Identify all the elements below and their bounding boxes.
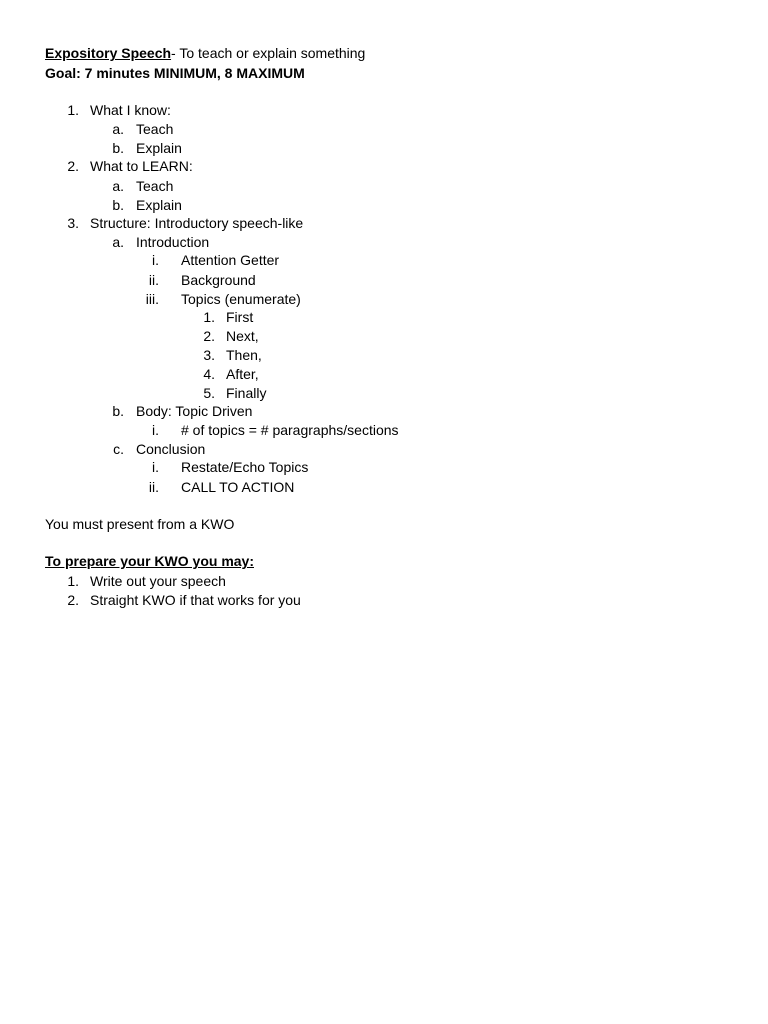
list-item-text: What I know: [90,102,171,118]
list-marker: a. [112,234,124,250]
list-marker: a. [112,178,124,194]
list-marker: i. [152,459,159,475]
outline-item [0,196,768,215]
outline-item [0,177,768,196]
outline-item [0,139,768,158]
title-description: - To teach or explain something [171,45,366,61]
list-item-text: Restate/Echo Topics [181,459,309,475]
kwo-note: You must present from a KWO [45,516,235,532]
list-item-text: Body: Topic Driven [136,403,253,419]
list-item-text: After, [226,366,259,382]
list-item-text: Explain [136,140,182,156]
document-title: Expository Speech [45,45,172,61]
outline-item [0,214,768,233]
outline-item [0,157,768,176]
goal-line [0,64,768,83]
list-marker: 2. [67,592,79,608]
list-item-text: First [226,309,254,325]
list-marker: i. [152,422,159,438]
list-item-text: What to LEARN: [90,158,193,174]
outline-item [0,120,768,139]
list-marker: b. [112,197,124,213]
outline-item [0,458,768,477]
outline-item [0,101,768,120]
prepare-heading: To prepare your KWO you may: [45,553,254,569]
outline-item [0,440,768,459]
list-item-text: Finally [226,385,267,401]
list-marker: 1. [67,102,79,118]
list-item-text: Structure: Introductory speech-like [90,215,304,231]
list-item-text: Conclusion [136,441,206,457]
list-item-text: CALL TO ACTION [181,479,295,495]
list-item-text: Then, [226,347,262,363]
list-marker: 1. [203,309,215,325]
outline-item [0,327,768,346]
list-item-text: # of topics = # paragraphs/sections [181,422,399,438]
list-marker: b. [112,140,124,156]
list-item-text: Straight KWO if that works for you [90,592,301,608]
prepare-item [0,572,768,591]
list-item-text: Background [181,272,256,288]
list-item-text: Next, [226,328,259,344]
list-item-text: Teach [136,178,174,194]
outline-item [0,251,768,270]
outline-item [0,421,768,440]
list-marker: 2. [67,158,79,174]
list-marker: ii. [148,479,159,495]
list-marker: iii. [145,291,159,307]
list-marker: 3. [67,215,79,231]
prepare-heading-line [0,552,768,571]
outline-item [0,290,768,309]
outline-item [0,478,768,497]
outline-item [0,365,768,384]
list-item-text: Introduction [136,234,210,250]
list-marker: ii. [148,272,159,288]
list-marker: 4. [203,366,215,382]
goal-text: Goal: 7 minutes MINIMUM, 8 MAXIMUM [45,65,305,81]
list-item-text: Explain [136,197,182,213]
prepare-item [0,591,768,610]
list-marker: b. [112,403,124,419]
list-item-text: Topics (enumerate) [181,291,301,307]
kwo-note-line [0,515,768,534]
outline-item [0,233,768,252]
list-marker: c. [113,441,124,457]
list-marker: 5. [203,385,215,401]
outline-item [0,402,768,421]
list-item-text: Attention Getter [181,252,280,268]
list-item-text: Teach [136,121,174,137]
list-marker: 2. [203,328,215,344]
outline-item [0,346,768,365]
list-item-text: Write out your speech [90,573,226,589]
outline-item [0,308,768,327]
title-line [0,44,768,63]
list-marker: i. [152,252,159,268]
list-marker: a. [112,121,124,137]
list-marker: 3. [203,347,215,363]
outline-item [0,384,768,403]
outline-item [0,271,768,290]
list-marker: 1. [67,573,79,589]
